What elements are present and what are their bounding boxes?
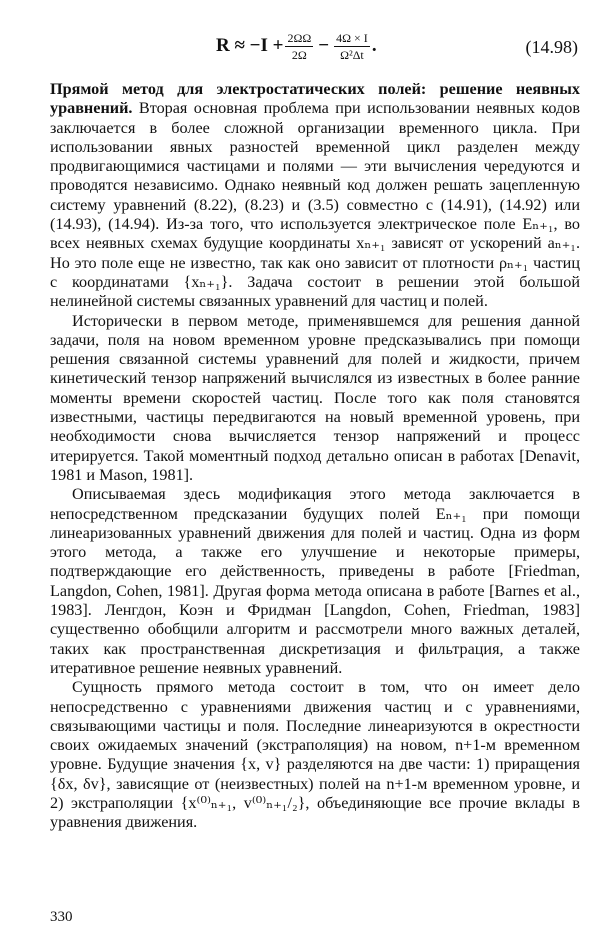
paragraph-4: Сущность прямого метода состоит в том, что он имеет дело непосредственно с уравнениями движения частиц и с уравнениями, связывающими частицы и поля. Последние линеаризуются в окрестности своих ожидаемых значений (экстраполяция) на новом, n+1-м временном уровне. Будущие значения {x, v} разделяются на две части: 1) приращения {δx, δv}, зависящие от (неизвестных) полей на n+1-м временном уровне, и 2) экстраполяции {x⁽⁰⁾ₙ₊₁, v⁽⁰⁾ₙ₊₁/₂}, объединяющие все прочие вклады в уравнения движения. (50, 678, 580, 832)
equation-lhs: R ≈ −I + (216, 35, 284, 56)
section-text (50, 80, 580, 833)
fraction-second-denominator: Ω²Δt (340, 47, 364, 62)
fraction-second-numerator: 4Ω × I (336, 30, 368, 45)
fraction-first-denominator: 2Ω (291, 47, 307, 62)
section-heading: Прямой метод для электростатических полей: решение неявных уравнений. (50, 80, 580, 118)
fraction-first-numerator: 2ΩΩ (287, 30, 312, 45)
paragraph-2: Исторически в первом методе, применявшемся для решения данной задачи, поля на новом временном уровне предсказывались при помощи решения связанной системы уравнений для полей и жидкости, причем кинетический тензор напряжений вычислялся из известных в более ранние моменты времени скоростей частиц. После того как поля становятся известными, частицы передвигаются на новый временной уровень, при необходимости снова вычисляется тензор напряжений и процесс итерируется. Такой моментный подход детально описан в работах [Denavit, 1981 и Mason, 1981]. (50, 311, 580, 484)
fraction-second (334, 31, 370, 62)
paragraph-3: Описываемая здесь модификация этого метода заключается в непосредственном предсказании будущих полей Eₙ₊₁ при помощи линеаризованных уравнений движения для полей и частиц. Одна из форм этого метода, а также его улучшение и некоторые примеры, подтверждающие его действенность, приведены в работе [Friedman, Langdon, Cohen, 1981]. Другая форма метода описана в работе [Barnes et al., 1983]. Ленгдон, Коэн и Фридман [Langdon, Cohen, Friedman, 1983] существенно обобщили алгоритм и рассмотрели много важных деталей, таких как пространственная дискретизация и фильтрация, а также итеративное решение неявных уравнений. (50, 485, 580, 677)
equation-number: (14.98) (525, 37, 578, 57)
equation-minus: − (318, 35, 330, 56)
equation-end-dot: . (371, 35, 377, 56)
paragraph-1-text: Вторая основная проблема при использовании неявных кодов заключается в более сложной организации временного цикла. При использовании явных разностей временной цикл разделен между продвигающимися частицами и полями — эти вычисления чередуются и проводятся независимо. Однако неявный код должен решать зацепленную систему уравнений (8.22), (8.23) и (3.5) совместно с (14.91), (14.92) или (14.93), (14.94). Из-за того, что используется электрическое поле Eₙ₊₁, во всех неявных схемах будущие координаты xₙ₊₁ зависят от ускорений aₙ₊₁. Но это поле еще не известно, так как оно зависит от плотности ρₙ₊₁ частиц с координатами {xₙ₊₁}. Задача состоит в решении этой большой нелинейной системы связанных уравнений для частиц и полей. (50, 99, 581, 311)
equation-14-98 (0, 26, 614, 66)
equation-body (216, 28, 377, 64)
fraction-first (285, 31, 313, 62)
paragraph-1 (50, 80, 580, 312)
page-number: 330 (50, 909, 73, 925)
